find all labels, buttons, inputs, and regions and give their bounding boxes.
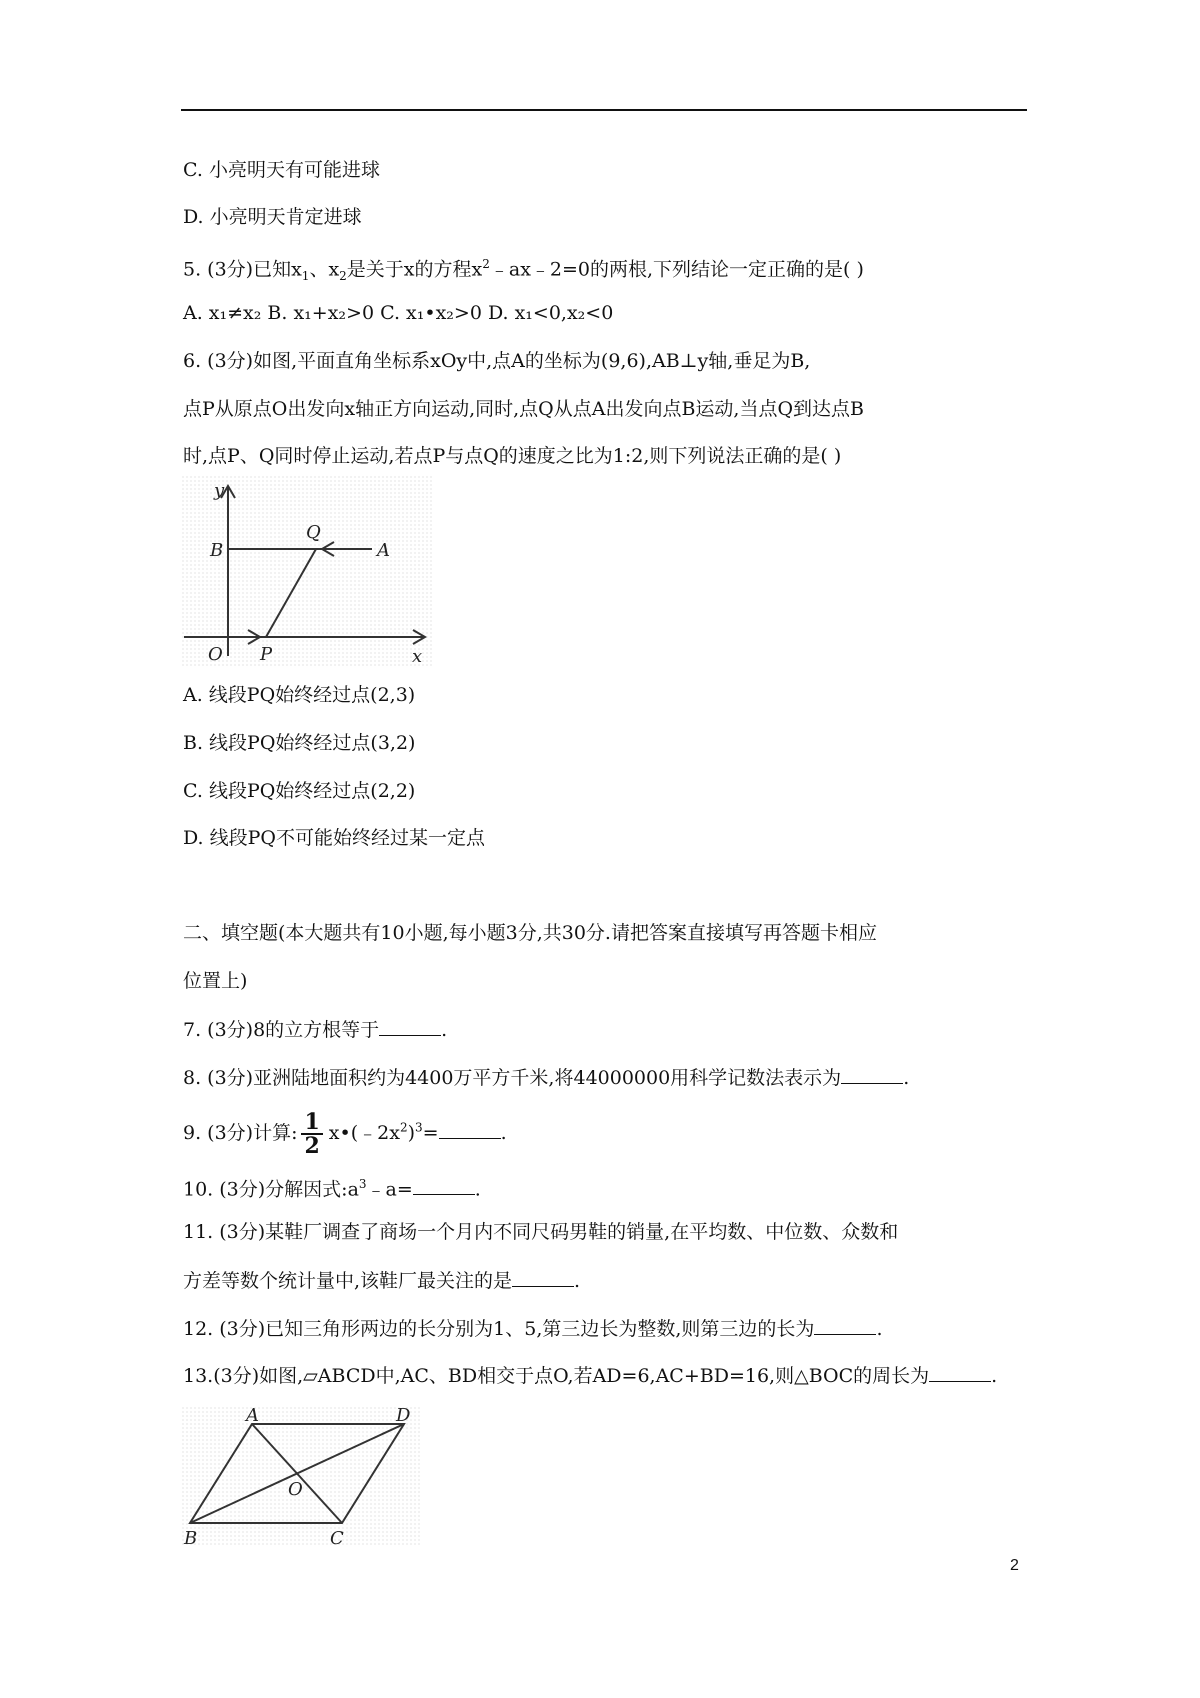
label-y: y: [214, 480, 225, 501]
q6-stem-line2: 点P从原点O出发向x轴正方向运动,同时,点Q从点A出发向点B运动,当点Q到达点B: [183, 398, 864, 420]
label-b: B: [210, 540, 224, 561]
label-a: A: [246, 1407, 259, 1426]
label-p: P: [260, 644, 273, 665]
q6-stem-line1: 6. (3分)如图,平面直角坐标系xOy中,点A的坐标为(9,6),AB⊥y轴,垂足为B,: [183, 350, 811, 372]
label-d: D: [396, 1407, 411, 1426]
answer-blank: [841, 1065, 903, 1084]
answer-blank: [929, 1363, 991, 1382]
label-b: B: [184, 1528, 198, 1547]
q4-option-d: D. 小亮明天肯定进球: [183, 206, 362, 228]
header-rule: [181, 109, 1027, 111]
q6-stem-line3: 时,点P、Q同时停止运动,若点P与点Q的速度之比为1:2,则下列说法正确的是( ): [183, 445, 842, 467]
q4-option-c: C. 小亮明天有可能进球: [183, 159, 380, 181]
label-x: x: [412, 646, 423, 666]
q13-parallelogram-figure: [182, 1407, 422, 1547]
section-2-heading: 二、填空题(本大题共有10小题,每小题3分,共30分.请把答案直接填写再答题卡相应: [183, 922, 877, 944]
answer-blank: [379, 1017, 441, 1036]
q6-option-a: A. 线段PQ始终经过点(2,3): [183, 684, 416, 706]
fraction-one-half: $\frac{1}{2}$: [301, 1111, 322, 1157]
q6-option-c: C. 线段PQ始终经过点(2,2): [183, 780, 416, 802]
q11-line1: 11. (3分)某鞋厂调查了商场一个月内不同尺码男鞋的销量,在平均数、中位数、众数和: [183, 1221, 899, 1243]
q13: 13.(3分)如图,▱ABCD中,AC、BD相交于点O,若AD=6,AC+BD=16,则△BOC的周长为 .: [183, 1365, 998, 1387]
label-o: O: [288, 1479, 303, 1500]
answer-blank: [439, 1120, 501, 1139]
label-o: O: [208, 644, 223, 665]
label-q: Q: [306, 522, 321, 543]
answer-blank: [814, 1316, 876, 1335]
q6-coordinate-figure: [182, 476, 432, 666]
q9: 9. (3分)计算: $\frac{1}{2}$ $x•(﹣2x^2)^3=$ .: [183, 1109, 507, 1159]
label-a: A: [377, 540, 390, 561]
answer-blank: [512, 1268, 574, 1287]
page-number: 2: [1010, 1557, 1019, 1574]
label-c: C: [330, 1528, 344, 1547]
section-2-heading-cont: 位置上): [183, 970, 248, 992]
q6-option-d: D. 线段PQ不可能始终经过某一定点: [183, 827, 485, 849]
q10: 10. (3分)分解因式$:a^3﹣a=$ .: [183, 1177, 481, 1201]
q8: 8. (3分)亚洲陆地面积约为4400万平方千米,将44000000用科学记数法表示为 .: [183, 1067, 910, 1089]
q11-line2: 方差等数个统计量中,该鞋厂最关注的是 .: [183, 1270, 581, 1292]
q6-option-b: B. 线段PQ始终经过点(3,2): [183, 732, 416, 754]
q5-stem: 5. (3分)已知$x_1$、$x_2$是关于x的方程$x^2﹣ax﹣2=0$的两根,下列结论一定正确的是( ): [183, 257, 864, 284]
answer-blank: [413, 1176, 475, 1195]
q12: 12. (3分)已知三角形两边的长分别为1、5,第三边长为整数,则第三边的长为 .: [183, 1318, 883, 1340]
q5-options: A. x₁≠x₂ B. x₁+x₂>0 C. x₁•x₂>0 D. x₁<0,x₂<0: [183, 302, 614, 324]
q7: 7. (3分)8的立方根等于 .: [183, 1019, 448, 1041]
